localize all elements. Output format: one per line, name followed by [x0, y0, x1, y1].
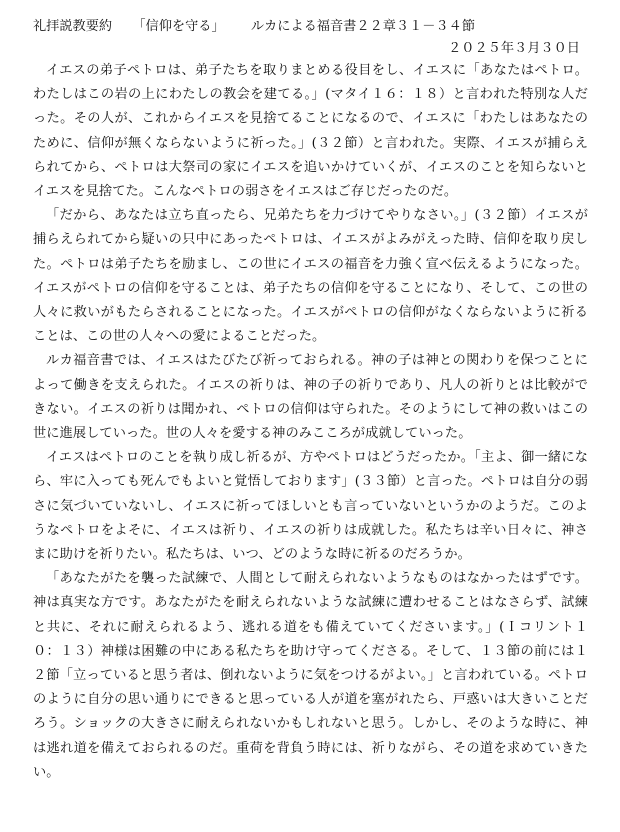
paragraph: ルカ福音書では、イエスはたびたび祈っておられる。神の子は神との関わりを保つことによって働きを支えられた。イエスの祈りは、神の子の祈りであり、凡人の祈りとは比較ができない。イエスの祈りは聞かれ、ペトロの信仰は守られた。そのようにして神の救いはこの世に進展していった。世の人々を愛する神のみこころが成就していった。 — [33, 353, 588, 442]
paragraph: イエスの弟子ペトロは、弟子たちを取りまとめる役目をし、イエスに「あなたはペトロ。わたしはこの岩の上にわたしの教会を建てる。」(マタイ１６：１８）と言われた特別な人だった。その人が、これからイエスを見捨てることになるので、イエスに「わたしはあなたのために、信仰が無くならないように祈った。」(３２節）と言われた。実際、イエスが捕らえられてから、ペトロは大祭司の家にイエスを追いかけていくが、イエスのことを知らないとイエスを見捨てた。こんなペトロの弱さをイエスはご存じだったのだ。 — [33, 63, 588, 200]
scripture-reference: ルカによる福音書２２章３１－３４節 — [250, 19, 476, 34]
paragraph: 「だから、あなたは立ち直ったら、兄弟たちを力づけてやりなさい。」(３２節）イエスが捕らえられてから疑いの只中にあったペトロは、イエスがよみがえった時、信仰を取り戻した。ペトロは弟子たちを励まし、この世にイエスの福音を力強く宣べ伝えるようになった。イエスがペトロの信仰を守ることは、弟子たちの信仰を守ることになり、そして、この世の人々に救いがもたらされることになった。イエスがペトロの信仰がなくならないように祈ることは、この世の人々への愛によることだった。 — [33, 208, 588, 345]
paragraph: イエスはペトロのことを執り成し祈るが、方やペトロはどうだったか。「主よ、御一緒になら、牢に入っても死んでもよいと覚悟しております」(３３節）と言った。ペトロは自分の弱さに気づいていないし、イエスに祈ってほしいとも言っていないというかのようだ。このようなペトロをよそに、イエスは祈り、イエスの祈りは成就した。私たちは辛い日々に、神さまに助けを祈りたい。私たちは、いつ、どのような時に祈るのだろうか。 — [33, 450, 588, 563]
sermon-date: ２０２５年３月３０日 — [448, 41, 580, 56]
header-label: 礼拝説教要約 — [33, 19, 113, 34]
header-line — [33, 17, 588, 37]
sermon-title: 「信仰を守る」 — [132, 19, 225, 34]
paragraph: 「あなたがたを襲った試練で、人間として耐えられないようなものはなかったはずです。神は真実な方です。あなたがたを耐えられないような試練に遭わせることはなさらず、試練と共に、それに耐えられるよう、逃れる道をも備えていてくださいます。」(Ｉコリント１０：１３）神様は困難の中にある私たちを助け守ってくださる。そして、１３節の前には１２節「立っていると思う者は、倒れないように気をつけるがよい。」と言われている。ペトロのように自分の思い通りにできると思っている人が道を塞がれたら、戸惑いは大きいことだろう。ショックの大きさに耐えられないかもしれないと思う。しかし、そのような時に、神は逃れ道を備えておられるのだ。重荷を背負う時には、祈りながら、その道を求めていきたい。 — [33, 571, 588, 780]
